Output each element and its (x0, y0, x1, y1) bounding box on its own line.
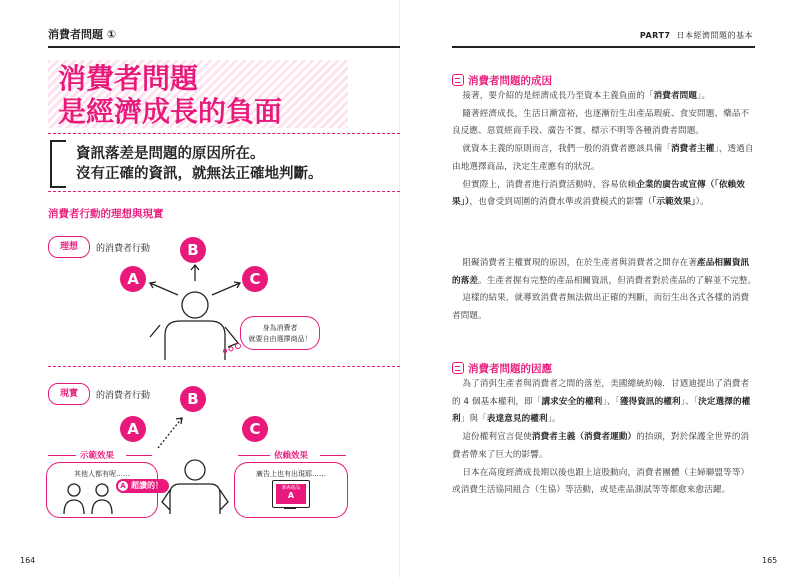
paragraph (452, 177, 757, 212)
arrow-to-a (150, 283, 178, 295)
letter-c-circle: C (242, 266, 268, 292)
chapter-title-line2: 是經濟成長的負面 (58, 95, 283, 128)
letter-a-circle: A (120, 416, 146, 442)
ideal-speech-bubble (240, 316, 320, 350)
heading-icon (452, 362, 464, 374)
heading-icon (452, 74, 464, 86)
text-run: 」與「 (460, 414, 487, 425)
letter-b-circle: B (180, 237, 206, 263)
letter-c-circle: C (242, 416, 268, 442)
text-run: 」。 (697, 91, 711, 101)
bold-run: 企業的廣告或宣傳（「依賴效果」） (452, 179, 745, 208)
bold-run: 獲得資訊的權利 (619, 396, 681, 407)
heading-response-text: 消費者問題的因應 (468, 363, 552, 375)
text-run: ，也會受到周圍的消費水準或消費模式的影響（ (469, 197, 653, 208)
demo-bubble-text: 其他人都有呢…… (74, 470, 130, 478)
pill-letter: A (118, 481, 128, 491)
running-header-left: 消費者問題 ① (48, 28, 117, 41)
text-run: 的抬頭，對於保護全世界的消費者帶來了巨大的影響。 (452, 432, 750, 460)
text-run: 」、「 (680, 396, 699, 407)
ideal-tag: 理想 (48, 236, 90, 258)
ideal-bubble-line2: 就要自由選擇商品！ (248, 335, 312, 343)
paragraph (452, 88, 757, 106)
bold-run: 表達意見的權利 (486, 414, 548, 425)
demo-effect-label: 示範效果 (80, 451, 115, 461)
bold-run: 消費者主義（消費者運動） (531, 432, 637, 443)
subtitle-line1: 資訊落差是問題的原因所在。 (76, 146, 265, 162)
tv-stand (284, 507, 296, 509)
body-text-block-2 (452, 255, 757, 326)
tv-icon (272, 480, 310, 508)
text-run: 但實際上，消費者進行消費活動時，容易依賴 (462, 179, 637, 190)
label-rule (126, 455, 152, 456)
text-run: 」，透過自由地選擇商品，決定生產應有的狀況。 (452, 144, 754, 172)
paragraph (452, 465, 757, 500)
header-rule-right (452, 46, 755, 48)
heading-causes (452, 73, 552, 88)
reality-caption: 的消費者行動 (96, 391, 151, 401)
reality-consumer-figure (160, 458, 230, 516)
bubble-tail-dots (222, 342, 244, 354)
chapter-subtitle (76, 144, 323, 184)
dashed-divider (48, 366, 400, 367)
dotted-arrow-to-b (150, 410, 190, 460)
paragraph (452, 141, 757, 176)
ideal-bubble-line1: 身為消費者 (262, 324, 298, 332)
part-number: PART7 (639, 31, 671, 40)
paragraph (452, 376, 757, 429)
text-run: 阻礙消費者主權實現的原因，在於生產者與消費者之間存在著 (462, 258, 698, 268)
pill-text: 超讚的！ (131, 481, 163, 490)
heading-response (452, 361, 552, 376)
body-text-block-3 (452, 376, 757, 500)
dependence-effect-label: 依賴效果 (274, 451, 309, 461)
section-label: 消費者行動的理想與現實 (48, 208, 164, 220)
bold-run: 「示範效果」 (652, 197, 696, 208)
text-run: 這樣的結果，就導致消費者無法做出正確的判斷，而衍生出各式各樣的消費者問題。 (452, 293, 750, 322)
text-run: 日本在高度經濟成長期以後也跟上這股動向，消費者團體（主婦聯盟等等）或消費生活協同組合（生協）等活動，或是產品測試等等都愈來愈活躍。 (452, 467, 750, 496)
label-rule (238, 455, 270, 456)
bold-run: 產品相關資訊的落差 (452, 258, 750, 286)
chapter-title-line1: 消費者問題 (58, 62, 199, 95)
part-title: 日本經濟問題的基本 (676, 31, 753, 40)
letter-b-circle: B (180, 386, 206, 412)
subtitle-line2: 沒有正確的資訊，就無法正確地判斷。 (76, 166, 323, 182)
ideal-caption: 的消費者行動 (96, 244, 151, 254)
dashed-divider (48, 133, 400, 134)
text-run: 就資本主義的原則而言，我們一般的消費者應該具備「 (462, 144, 671, 155)
paragraph (452, 106, 757, 141)
paragraph (452, 290, 757, 325)
bold-run: 講求安全的權利 (541, 396, 603, 407)
chapter-title (58, 62, 282, 128)
body-text-block-1 (452, 88, 757, 212)
bold-run: 消費者問題 (653, 91, 698, 101)
tv-screen (276, 484, 306, 504)
text-run: 為了消弭生產者與消費者之間的落差，美國總統約翰．甘迺迪提出了消費者的 4 個基本權利，即「 (452, 379, 750, 407)
text-run: 這份權利宣言促使 (462, 432, 532, 443)
text-run: 隨著經濟成長，生活日漸富裕，也逐漸衍生出產品瑕疵、食安問題、藥品不良反應、惡質經商手段、廣告不實、標示不明等各種消費者問題。 (452, 108, 750, 137)
bold-run: 消費者主權 (670, 144, 715, 155)
header-rule-left (48, 46, 400, 48)
dashed-divider (48, 191, 400, 192)
arrow-to-c (212, 283, 240, 295)
subtitle-bracket (50, 140, 66, 188)
label-rule (320, 455, 346, 456)
dep-bubble-text: 廣告上也有出現耶…… (256, 470, 326, 478)
text-run: 接著，要介紹的是經濟成長乃至資本主義負面的「 (462, 91, 654, 101)
tv-caption: 新A商品 (281, 485, 301, 491)
heading-causes-text: 消費者問題的成因 (468, 75, 552, 87)
letter-a-circle: A (120, 266, 146, 292)
label-rule (48, 455, 76, 456)
text-run: 」、「 (602, 396, 620, 407)
running-header-right (640, 30, 753, 41)
text-run: 。生產者握有完整的產品相關資訊，但消費者對於產品的了解並不完整。 (478, 275, 757, 286)
tv-letter: A (287, 491, 295, 500)
text-run: ）。 (695, 197, 709, 208)
spine-divider (399, 0, 400, 578)
bold-run: 決定選擇的權利 (452, 396, 751, 425)
reality-tag: 現實 (48, 383, 90, 405)
page-number-left: 164 (20, 556, 36, 565)
paragraph (452, 255, 757, 290)
text-run: 」。 (547, 414, 561, 425)
paragraph (452, 429, 757, 464)
page-number-right: 165 (762, 556, 778, 565)
